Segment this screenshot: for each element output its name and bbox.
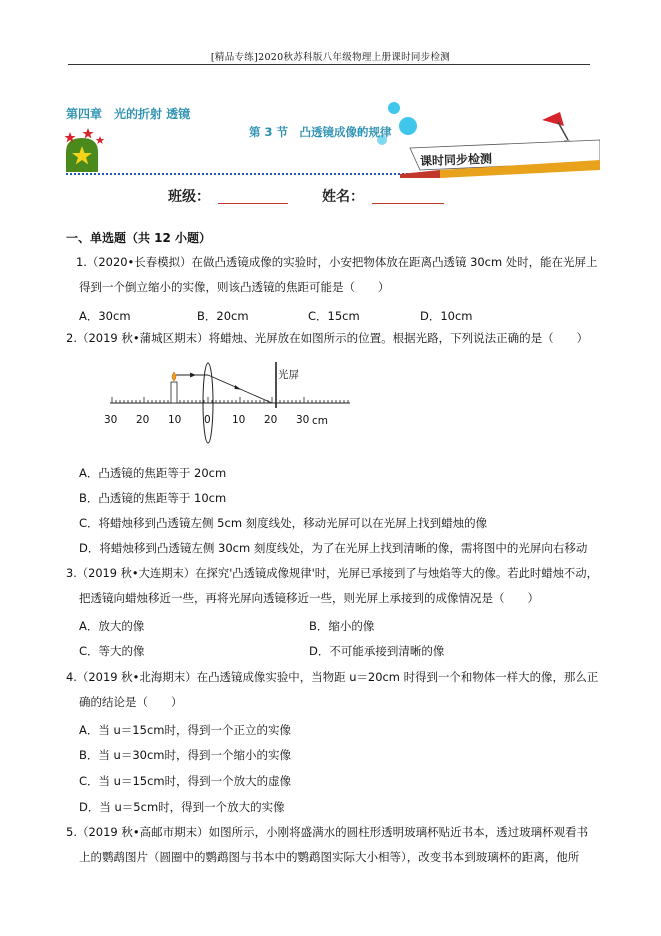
q4-option-b[interactable]: B．当 u＝30cm时，得到一个缩小的实像 [79,748,291,762]
tick-label: 20 [136,414,150,426]
candle-icon [171,372,177,403]
question-5-line-1: 5.（2019 秋•高邮市期末）如图所示，小刚将盛满水的圆柱形透明玻璃杯贴近书本，透过玻璃杯观看书 [66,825,589,839]
q3-option-d[interactable]: D．不可能承接到清晰的像 [309,644,445,658]
question-3-line-2: 把透镜向蜡烛移近一些，再将光屏向透镜移近一些，则光屏上承接到的成像情况是（ ） [79,591,539,605]
class-field[interactable] [218,203,288,204]
tick-label: 10 [232,414,246,426]
question-3-line-1: 3.（2019 秋•大连期末）在探究'凸透镜成像规律'时，光屏已承接到了与烛焰等大的像。若此时蜡烛不动， [66,566,598,580]
name-label: 姓名： [322,189,364,205]
chapter-title: 第四章 光的折射 透镜 [66,107,191,121]
ruler-tick-labels [104,414,310,428]
q3-option-b[interactable]: B．缩小的像 [309,619,375,633]
tick-label: 30 [104,414,118,426]
class-label: 班级： [168,189,210,205]
question-4-line-2: 确的结论是（ ） [79,695,183,709]
section-heading: 一、单选题（共 12 小题） [66,231,212,245]
q1-option-b[interactable]: B．20cm [197,309,249,323]
q4-option-a[interactable]: A．当 u＝15cm时，得到一个正立的实像 [79,723,291,737]
q1-option-c[interactable]: C．15cm [308,309,360,323]
star-badge-icon [65,128,105,172]
q1-option-d[interactable]: D．10cm [420,309,473,323]
q2-option-d[interactable]: D．将蜡烛移到凸透镜左侧 30cm 刻度线处，为了在光屏上找到清晰的像，需将图中的光屏向右移动 [79,541,588,555]
question-5-line-2: 上的鹦鹉图片（圆圈中的鹦鹉图与书本中的鹦鹉图实际大小相等），改变书本到玻璃杯的距离，他所 [79,850,580,864]
screen-label: 光屏 [278,369,299,381]
q3-option-c[interactable]: C．等大的像 [79,644,145,658]
optical-bench-figure [100,358,360,448]
tick-label: 30 [296,414,310,426]
q4-option-d[interactable]: D．当 u＝5cm时，得到一个放大的实像 [79,800,285,814]
tick-label: 0 [204,414,211,426]
tick-label: 10 [168,414,182,426]
q2-option-a[interactable]: A．凸透镜的焦距等于 20cm [79,466,227,480]
section-title: 第 3 节 凸透镜成像的规律 [249,125,392,139]
header-rule [68,64,590,65]
tick-label: 20 [264,414,278,426]
question-1-line-1: 1.（2020•长春模拟）在做凸透镜成像的实验时，小安把物体放在距离凸透镜 30cm 处时，能在光屏上 [76,255,598,269]
question-2-line-1: 2.（2019 秋•蒲城区期末）将蜡烛、光屏放在如图所示的位置。根据光路，下列说法正确的是（ ） [66,331,589,345]
question-1-line-2: 得到一个倒立缩小的实像，则该凸透镜的焦距可能是（ ） [79,280,390,294]
q2-option-c[interactable]: C．将蜡烛移到凸透镜左侧 5cm 刻度线处，移动光屏可以在光屏上找到蜡烛的像 [79,516,488,530]
ribbon-title: 课时同步检测 [419,151,493,169]
q2-option-b[interactable]: B．凸透镜的焦距等于 10cm [79,491,227,505]
ruler-unit: cm [312,415,329,427]
question-4-line-1: 4.（2019 秋•北海期末）在凸透镜成像实验中，当物距 u＝20cm 时得到一个和物体一样大的像，那么正 [66,670,599,684]
q1-option-a[interactable]: A．30cm [79,309,131,323]
name-field[interactable] [372,203,444,204]
q3-option-a[interactable]: A．放大的像 [79,619,145,633]
q4-option-c[interactable]: C．当 u＝15cm时，得到一个放大的虚像 [79,774,292,788]
page-header: [精品专练]2020秋苏科版八年级物理上册课时同步检测 [210,52,451,63]
